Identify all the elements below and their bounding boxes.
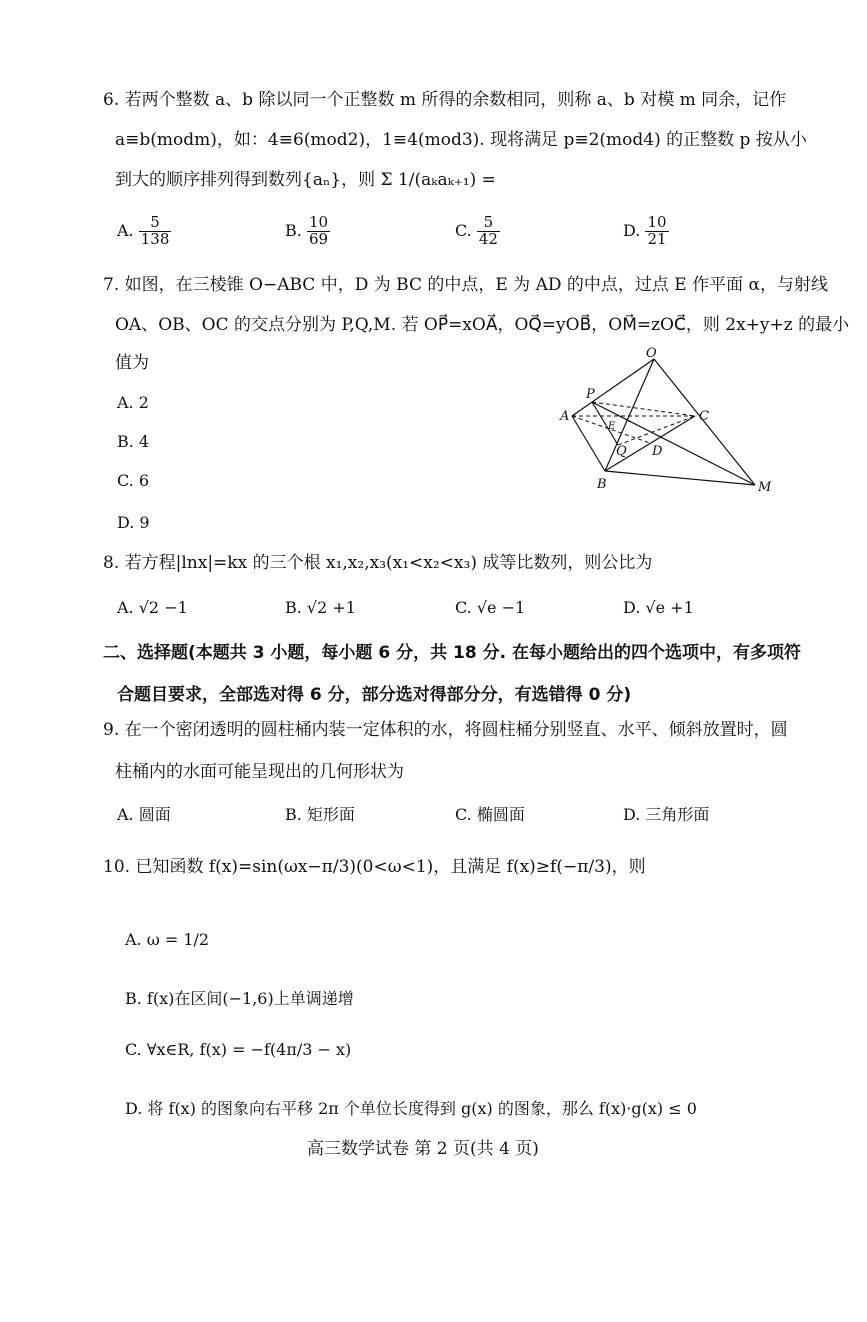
q9-option-c: C. 椭圆面	[455, 805, 525, 824]
q10-option-d: D. 将 f(x) 的图象向右平移 2π 个单位长度得到 g(x) 的图象，那么 f(x)·g(x) ≤ 0	[125, 1099, 697, 1118]
q6-option-d: D. $\frac{10}{21}$	[623, 213, 667, 248]
q6-option-b: B. $\frac{10}{69}$	[285, 213, 329, 248]
q7-line3: 值为	[115, 353, 149, 373]
label-d: D	[652, 444, 663, 459]
label-q: Q	[616, 444, 627, 459]
label-e: E	[608, 421, 616, 432]
q6-line1: 6. 若两个整数 a、b 除以同一个正整数 m 所得的余数相同，则称 a、b 对模 m 同余，记作	[103, 90, 787, 110]
q8-option-d: D. √e +1	[623, 598, 694, 617]
q6-option-a: A. $\frac{5}{138}$	[117, 213, 170, 248]
q7-option-a: A. 2	[117, 393, 149, 412]
label-b: B	[597, 477, 607, 492]
q9-option-a: A. 圆面	[117, 805, 171, 824]
section-heading-line2: 合题目要求，全部选对得 6 分，部分选对得部分分，有选错得 0 分)	[117, 685, 632, 705]
q9-option-d: D. 三角形面	[623, 805, 710, 824]
label-o: O	[646, 346, 657, 361]
q8-option-a: A. √2 −1	[117, 598, 188, 617]
q8-option-c: C. √e −1	[455, 598, 526, 617]
q7-option-d: D. 9	[117, 513, 150, 532]
q8-line1: 8. 若方程|lnx|=kx 的三个根 x₁,x₂,x₃(x₁<x₂<x₃) 成等比数列，则公比为	[103, 553, 653, 573]
q7-line2: OA、OB、OC 的交点分别为 P,Q,M. 若 OP⃗=xOA⃗，OQ⃗=yOB⃗，OM⃗=zOC⃗，则 2x+y+z 的最小	[115, 315, 850, 335]
page-footer: 高三数学试卷 第 2 页(共 4 页)	[307, 1139, 539, 1159]
q7-option-c: C. 6	[117, 471, 150, 490]
q9-line1: 9. 在一个密闭透明的圆柱桶内装一定体积的水，将圆柱桶分别竖直、水平、倾斜放置时，圆	[103, 720, 788, 740]
label-m: M	[758, 480, 772, 495]
q6-option-c: C. $\frac{5}{42}$	[455, 213, 498, 248]
section-heading-line1: 二、选择题(本题共 3 小题，每小题 6 分，共 18 分. 在每小题给出的四个选项中，有多项符	[103, 643, 801, 663]
q6-line3: 到大的顺序排列得到数列{aₙ}，则 Σ 1/(aₖaₖ₊₁) =	[115, 170, 496, 190]
q10-option-a: A. ω = 1/2	[125, 930, 210, 949]
q9-option-b: B. 矩形面	[285, 805, 355, 824]
q10-line1: 10. 已知函数 f(x)=sin(ωx−π/3)(0<ω<1)，且满足 f(x)≥f(−π/3)，则	[103, 857, 646, 877]
q9-line2: 柱桶内的水面可能呈现出的几何形状为	[115, 762, 404, 782]
q10-option-c: C. ∀x∈R, f(x) = −f(4π/3 − x)	[125, 1040, 352, 1059]
label-p: P	[586, 387, 595, 402]
label-a: A	[560, 409, 570, 424]
q7-line1: 7. 如图，在三棱锥 O−ABC 中，D 为 BC 的中点，E 为 AD 的中点，过点 E 作平面 α，与射线	[103, 275, 828, 295]
label-c: C	[699, 409, 709, 424]
q7-option-b: B. 4	[117, 432, 150, 451]
q8-option-b: B. √2 +1	[285, 598, 356, 617]
q10-option-b: B. f(x)在区间(−1,6)上单调递增	[125, 989, 354, 1008]
tetrahedron-figure	[550, 345, 790, 505]
q6-line2: a≡b(modm)，如：4≡6(mod2)，1≡4(mod3). 现将满足 p≡2(mod4) 的正整数 p 按从小	[115, 130, 807, 150]
